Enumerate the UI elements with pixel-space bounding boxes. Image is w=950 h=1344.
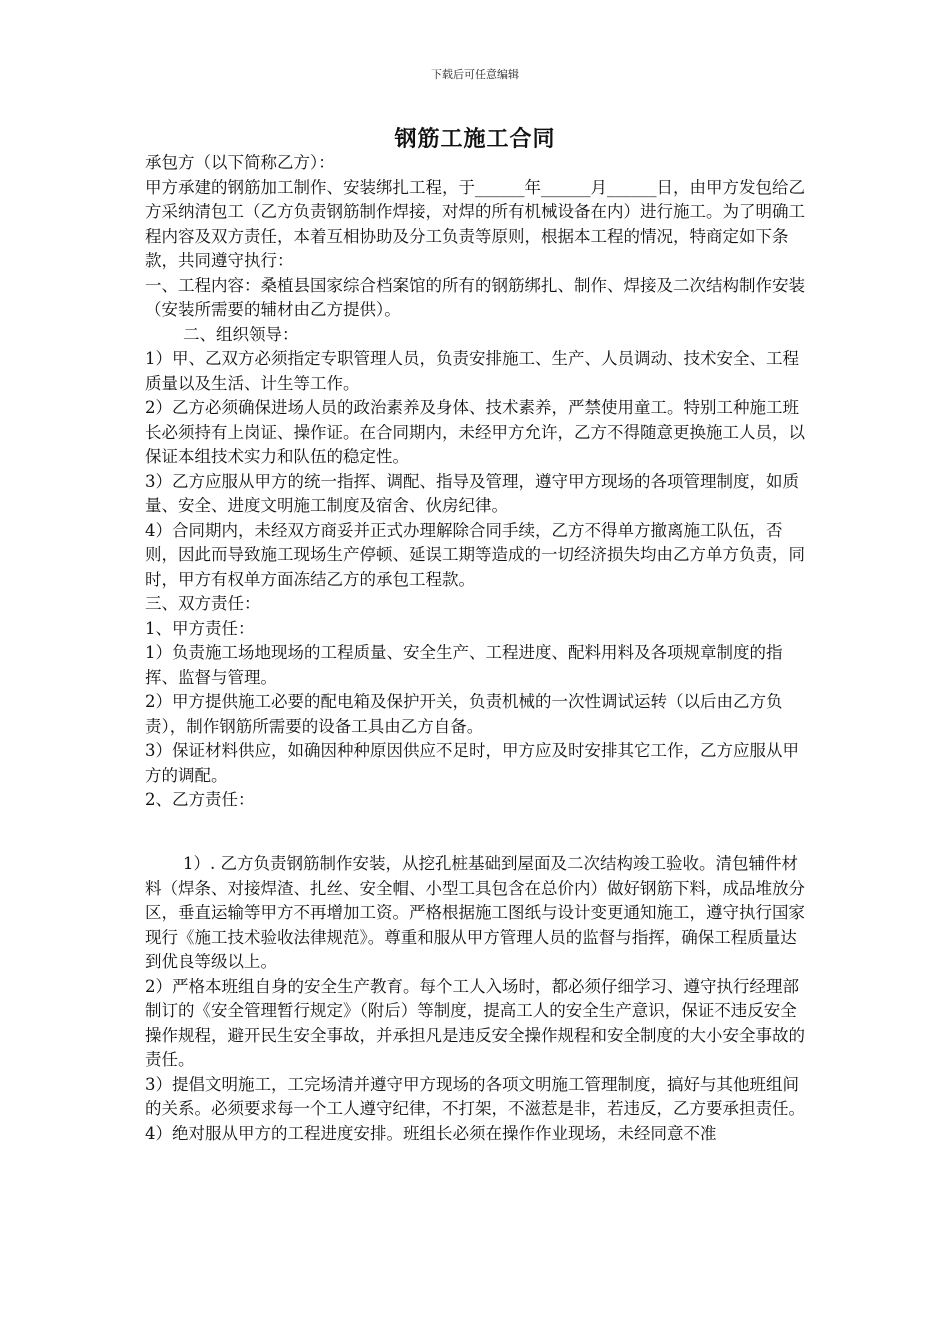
paragraph-scope: 一、工程内容：桑植县国家综合档案馆的所有的钢筋绑扎、制作、焊接及二次结构制作安装（安装所需要的辅材由乙方提供）。: [145, 275, 805, 319]
paragraph-a-2: 2）甲方提供施工必要的配电箱及保护开关，负责机械的一次性调试运转（以后由乙方负责），制作钢筋所需要的设备工具由乙方自备。: [145, 692, 783, 736]
heading-party-a: 1、甲方责任：: [145, 618, 255, 638]
heading-party-b: 2、乙方责任：: [145, 790, 255, 809]
paragraph-a-1: 1）负责施工场地现场的工程质量、安全生产、工程进度、配料用料及各项规章制度的指挥、监督与管理。: [145, 643, 783, 687]
heading-responsibilities: 三、双方责任：: [145, 594, 261, 613]
paragraph-b-3: 3）提倡文明施工，工完场清并遵守甲方现场的各项文明施工管理制度，搞好与其他班组间的关系。必须要求每一个工人遵守纪律，不打架，不滋惹是非，若违反，乙方要承担责任。: [145, 1074, 805, 1118]
paragraph-org-4: 4）合同期内，未经双方商妥并正式办理解除合同手续，乙方不得单方撤离施工队伍，否则，因此而导致施工现场生产停顿、延误工期等造成的一切经济损失均由乙方单方负责，同时，甲方有权单方面冻结乙方的承包工程款。: [145, 520, 805, 589]
paragraph-org-1: 1）甲、乙双方必须指定专职管理人员，负责安排施工、生产、人员调动、技术安全、工程质量以及生活、计生等工作。: [145, 349, 799, 393]
document-title: 钢筋工施工合同: [394, 127, 556, 152]
contract-body-part2: [145, 852, 810, 1146]
heading-organization: 二、组织领导：: [183, 324, 299, 344]
paragraph-b-1: 1）. 乙方负责钢筋制作安装，从挖孔桩基础到屋面及二次结构竣工验收。清包辅件材料（焊条、对接焊渣、扎丝、安全帽、小型工具包含在总价内）做好钢筋下料，成品堆放分区，垂直运输等甲方不再增加工资。严格根据施工图纸与设计变更通知施工，遵守执行国家现行《施工技术验收法律规范》。尊重和服从甲方管理人员的监督与指挥，确保工程质量达到优良等级以上。: [145, 854, 805, 971]
paragraph-a-3: 3）保证材料供应，如确因种种原因供应不足时，甲方应及时安排其它工作，乙方应服从甲方的调配。: [145, 741, 799, 785]
paragraph-b-2: 2）严格本班组自身的安全生产教育。每个工人入场时，都必须仔细学习、遵守执行经理部制订的《安全管理暂行规定》（附后）等制度，提高工人的安全生产意识，保证不违反安全操作规程，避开民生安全事故，并承担凡是违反安全操作规程和安全制度的大小安全事故的责任。: [145, 976, 805, 1069]
contract-body-part1: [145, 151, 810, 813]
paragraph-intro: 甲方承建的钢筋加工制作、安装绑扎工程，于______年______月______日，由甲方发包给乙方采纳清包工（乙方负责钢筋制作焊接，对焊的所有机械设备在内）进行施工。为了明确工程内容及双方责任，本着互相协助及分工负责等原则，根据本工程的情况，特商定如下条款，共同遵守执行：: [145, 177, 805, 270]
paragraph-org-2: 2）乙方必须确保进场人员的政治素养及身体、技术素养，严禁使用童工。特别工种施工班长必须持有上岗证、操作证。在合同期内，未经甲方允许，乙方不得随意更换施工人员，以保证本组技术实力和队伍的稳定性。: [145, 398, 805, 466]
download-note: 下载后可任意编辑: [431, 68, 519, 81]
paragraph-b-4: 4）绝对服从甲方的工程进度安排。班组长必须在操作作业现场，未经同意不准: [145, 1123, 717, 1143]
paragraph-contractor: 承包方（以下简称乙方）：: [145, 153, 335, 172]
paragraph-org-3: 3）乙方应服从甲方的统一指挥、调配、指导及管理，遵守甲方现场的各项管理制度，如质量、安全、进度文明施工制度及宿舍、伙房纪律。: [145, 471, 799, 515]
